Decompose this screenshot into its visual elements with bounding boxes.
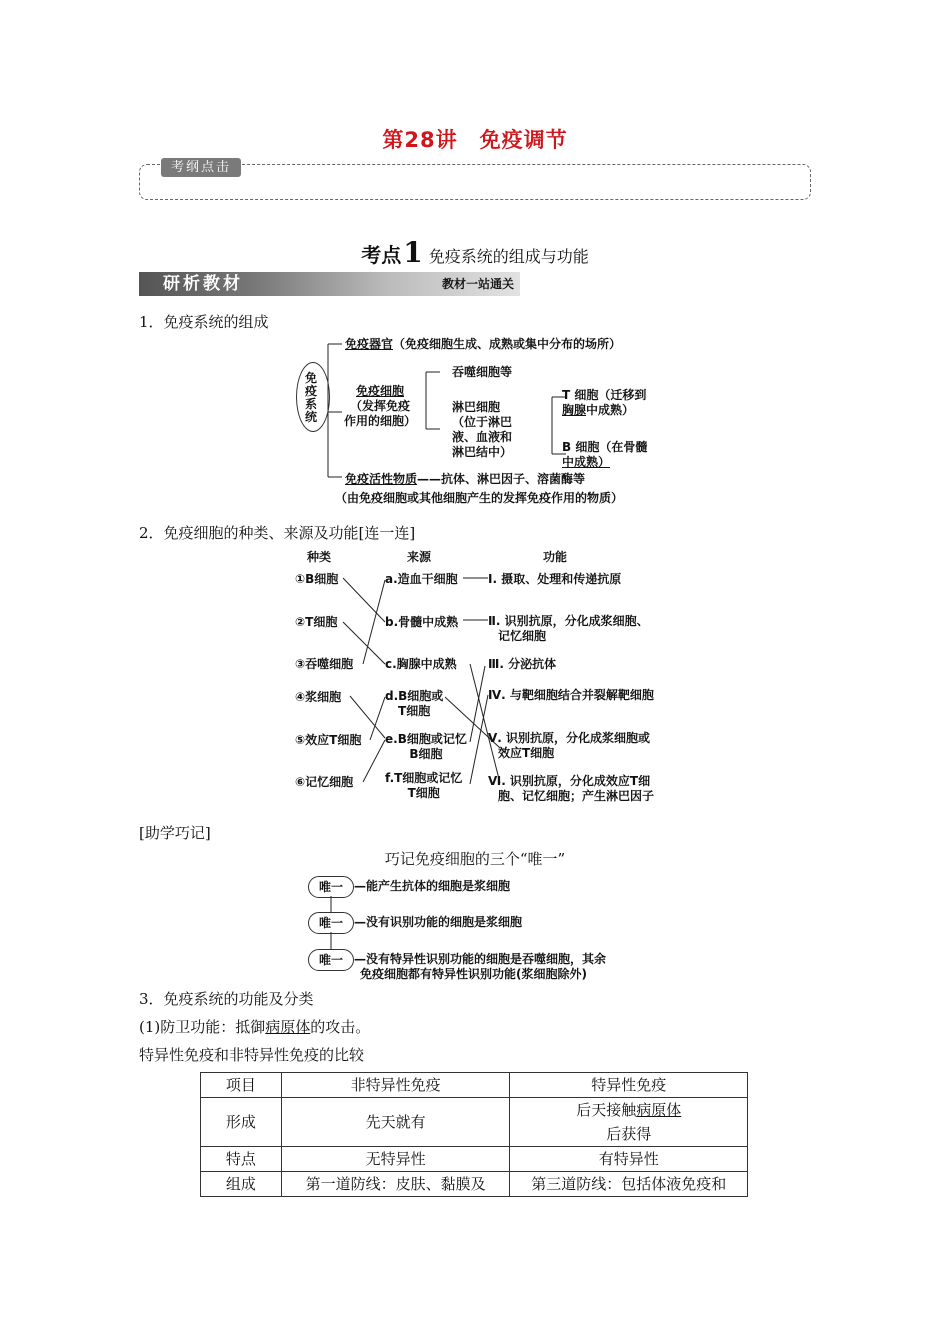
kind-1: ①B细胞: [295, 572, 339, 586]
col-func: 功能: [543, 550, 568, 564]
pill-3: 唯一: [308, 949, 354, 971]
source-a: a.造血干细胞: [385, 572, 458, 586]
para-compare: 特异性免疫和非特异性免疫的比较: [139, 1046, 365, 1064]
func-2: Ⅱ. 识别抗原，分化成浆细胞、 记忆细胞: [488, 614, 649, 643]
immune-cell: 免疫细胞 （发挥免疫 作用的细胞）: [344, 384, 417, 428]
help-item-2: —没有识别功能的细胞是浆细胞: [354, 915, 523, 929]
heading-1: 1．免疫系统的组成: [139, 313, 269, 331]
active-substance-note: （由免疫细胞或其他细胞产生的发挥免疫作用的物质）: [335, 491, 624, 505]
outline-tab: 考纲点击: [161, 158, 241, 177]
kind-5: ⑤效应T细胞: [295, 733, 362, 747]
func-5: Ⅴ. 识别抗原，分化成浆细胞或 效应T细胞: [488, 731, 651, 760]
func-4: Ⅳ. 与靶细胞结合并裂解靶细胞: [488, 688, 654, 702]
table-header: 项目 非特异性免疫 特异性免疫: [201, 1073, 748, 1098]
t-cell: T 细胞（迁移到 胸腺中成熟）: [562, 388, 647, 417]
table-row: 特点 无特异性 有特异性: [201, 1147, 748, 1172]
comparison-table: [200, 1072, 748, 1197]
help-item-1: —能产生抗体的细胞是浆细胞: [354, 879, 511, 893]
section-bar-subtitle: 教材一站通关: [441, 277, 514, 291]
heading-2: 2．免疫细胞的种类、来源及功能[连一连]: [139, 524, 416, 542]
pill-1: 唯一: [308, 876, 354, 898]
kind-3: ③吞噬细胞: [295, 657, 354, 671]
source-d: d.B细胞或 T细胞: [385, 689, 444, 718]
phagocyte: 吞噬细胞等: [452, 365, 513, 379]
source-e: e.B细胞或记忆 B细胞: [385, 732, 467, 761]
source-c: c.胸腺中成熟: [385, 657, 457, 671]
para-defense: (1)防卫功能：抵御病原体的攻击。: [139, 1018, 371, 1036]
help-label: [助学巧记]: [139, 824, 211, 842]
kaodian-heading: 考点1 免疫系统的组成与功能: [361, 236, 589, 269]
kind-4: ④浆细胞: [295, 690, 342, 704]
help-title: 巧记免疫细胞的三个“唯一”: [384, 850, 566, 868]
immune-organ: 免疫器官（免疫细胞生成、成熟或集中分布的场所）: [345, 337, 622, 351]
table-row: 形成 先天就有 后天接触病原体 后获得: [201, 1098, 748, 1147]
lymphocyte: 淋巴细胞 （位于淋巴 液、血液和 淋巴结中）: [452, 400, 513, 459]
table-row: 组成 第一道防线：皮肤、黏膜及 第三道防线：包括体液免疫和: [201, 1172, 748, 1197]
func-1: Ⅰ. 摄取、处理和传递抗原: [488, 572, 622, 586]
source-f: f.T细胞或记忆 T细胞: [385, 771, 463, 800]
kind-6: ⑥记忆细胞: [295, 775, 354, 789]
col-source: 来源: [407, 550, 432, 564]
col-kind: 种类: [307, 550, 332, 564]
help-item-3: —没有特异性识别功能的细胞是吞噬细胞，其余 免疫细胞都有特异性识别功能(浆细胞除外): [354, 952, 607, 981]
root-label: 免 疫 系 统: [305, 371, 318, 424]
source-b: b.骨髓中成熟: [385, 615, 459, 629]
b-cell: B 细胞（在骨髓 中成熟）: [562, 440, 648, 469]
heading-3: 3．免疫系统的功能及分类: [139, 990, 314, 1008]
page-title: 第28讲 免疫调节: [382, 128, 568, 152]
func-3: Ⅲ. 分泌抗体: [488, 657, 557, 671]
func-6: Ⅵ. 识别抗原，分化成效应T细 胞、记忆细胞；产生淋巴因子: [488, 774, 655, 803]
pill-2: 唯一: [308, 912, 354, 934]
kind-2: ②T细胞: [295, 615, 338, 629]
section-bar-title: 研析教材: [163, 274, 243, 294]
active-substance: 免疫活性物质——抗体、淋巴因子、溶菌酶等: [345, 472, 586, 486]
